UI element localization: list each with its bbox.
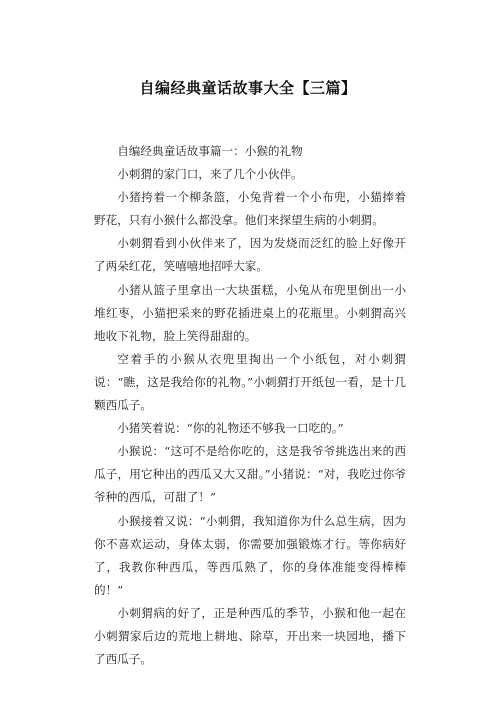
paragraph: 小刺猬看到小伙伴来了，因为发烧而泛红的脸上好像开了两朵红花，笑嘻嘻地招呼大家。 bbox=[94, 236, 406, 274]
paragraph: 小猪从篮子里拿出一大块蛋糕，小兔从布兜里倒出一小堆红枣，小猫把采来的野花插进桌上的花瓶里。小刺猬高兴地收下礼物，脸上笑得甜甜的。 bbox=[94, 282, 406, 343]
document-title: 自编经典童话故事大全【三篇】 bbox=[139, 79, 357, 97]
paragraph: 小猪笑着说：“你的礼物还不够我一口吃的。” bbox=[117, 421, 344, 436]
paragraph: 小刺猬的家门口，来了几个小伙伴。 bbox=[117, 167, 303, 182]
paragraph: 小猴说：“这可不是给你吃的，这是我爷爷挑选出来的西瓜子，用它种出的西瓜又大又甜。”小猪说：“对，我吃过你爷爷种的西瓜，可甜了！” bbox=[94, 444, 406, 505]
document-body bbox=[94, 140, 406, 671]
paragraph: 空着手的小猴从衣兜里掏出一个小纸包，对小刺猬说：“瞧，这是我给你的礼物。”小刺猬打开纸包一看，是十几颗西瓜子。 bbox=[94, 351, 406, 413]
paragraph: 小刺猬病的好了，正是种西瓜的季节，小猴和他一起在小刺猬家后边的荒地上耕地、除草，开出来一块园地，播下了西瓜子。 bbox=[94, 605, 406, 667]
paragraph: 小猴接着又说：“小刺猬，我知道你为什么总生病，因为你不喜欢运动，身体太弱，你需要加强锻炼才行。等你病好了，我教你种西瓜，等西瓜熟了，你的身体准能变得棒棒的！” bbox=[94, 513, 406, 597]
paragraph: 小猪挎着一个柳条篮，小兔背着一个小布兜，小猫捧着野花，只有小猴什么都没拿。他们来探望生病的小刺猬。 bbox=[94, 190, 406, 228]
story-subtitle: 自编经典童话故事篇一：小猴的礼物 bbox=[117, 144, 303, 158]
